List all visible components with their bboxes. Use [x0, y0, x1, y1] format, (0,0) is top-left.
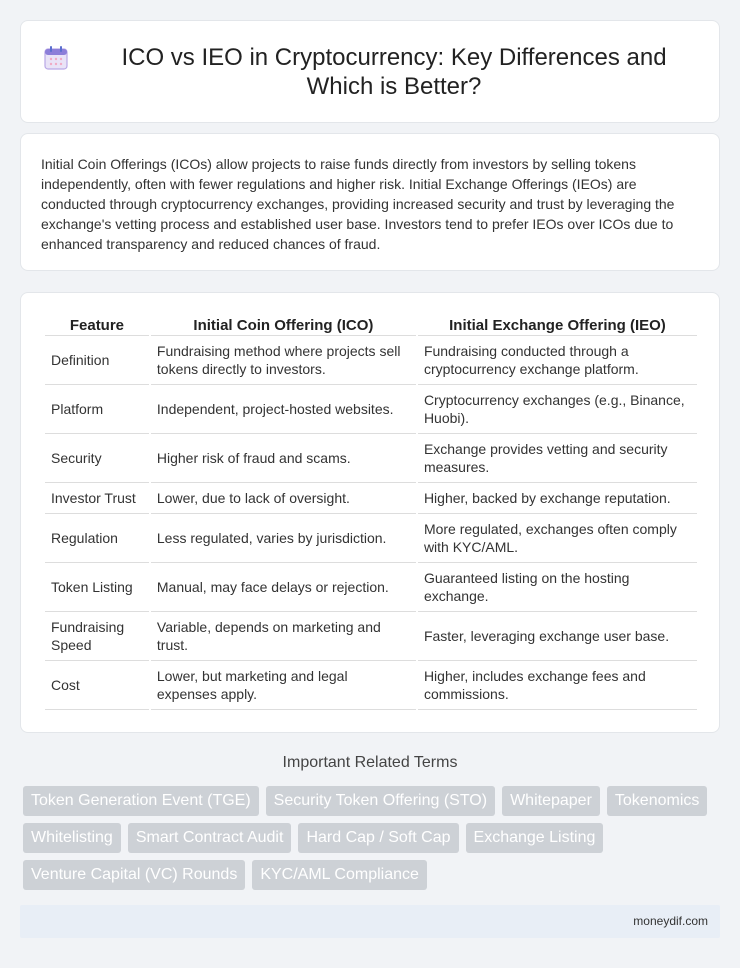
ieo-cell: More regulated, exchanges often comply with KYC/AML. — [418, 514, 697, 563]
ieo-cell: Guaranteed listing on the hosting exchange. — [418, 563, 697, 612]
feature-cell: Token Listing — [45, 563, 149, 612]
table-row — [45, 434, 697, 483]
ico-cell: Higher risk of fraud and scams. — [151, 434, 416, 483]
related-tag-whitepaper[interactable]: Whitepaper — [502, 786, 600, 816]
table-row — [45, 483, 697, 514]
intro-paragraph: Initial Coin Offerings (ICOs) allow projects to raise funds directly from investors by selling tokens independently, often with fewer regulations and higher risk. Initial Exchange Offerings (IEOs) are conducted through cryptocurrency exchanges, providing increased security and trust by leveraging the exchange's vetting process and established user base. Investors tend to prefer IEOs over ICOs due to enhanced transparency and reduced chances of fraud. — [41, 156, 675, 252]
table-row — [45, 661, 697, 710]
table-row — [45, 563, 697, 612]
ieo-cell: Cryptocurrency exchanges (e.g., Binance, Huobi). — [418, 385, 697, 434]
feature-cell: Security — [45, 434, 149, 483]
ico-cell: Lower, due to lack of oversight. — [151, 483, 416, 514]
footer-site-link[interactable]: moneydif.com — [633, 914, 708, 928]
header-feature: Feature — [45, 313, 149, 336]
table-header-row — [45, 313, 697, 336]
feature-cell: Regulation — [45, 514, 149, 563]
page-title: ICO vs IEO in Cryptocurrency: Key Differences and Which is Better? — [121, 43, 667, 100]
table-row — [45, 385, 697, 434]
related-tag-exchange-listing[interactable]: Exchange Listing — [466, 823, 604, 853]
table-row — [45, 612, 697, 661]
ico-cell: Manual, may face delays or rejection. — [151, 563, 416, 612]
feature-cell: Definition — [45, 336, 149, 385]
ieo-cell: Fundraising conducted through a cryptocurrency exchange platform. — [418, 336, 697, 385]
related-tag-smart-contract-audit[interactable]: Smart Contract Audit — [128, 823, 292, 853]
related-tag-kyc-aml[interactable]: KYC/AML Compliance — [252, 860, 427, 890]
intro-card — [20, 133, 720, 271]
ico-cell: Lower, but marketing and legal expenses apply. — [151, 661, 416, 710]
ieo-cell: Exchange provides vetting and security measures. — [418, 434, 697, 483]
table-row — [45, 336, 697, 385]
comparison-table — [43, 313, 699, 710]
header-ieo: Initial Exchange Offering (IEO) — [418, 313, 697, 336]
related-tag-whitelisting[interactable]: Whitelisting — [23, 823, 121, 853]
ieo-cell: Higher, backed by exchange reputation. — [418, 483, 697, 514]
related-tag-hard-soft-cap[interactable]: Hard Cap / Soft Cap — [298, 823, 458, 853]
ico-cell: Independent, project-hosted websites. — [151, 385, 416, 434]
title-card — [20, 20, 720, 123]
footer — [20, 905, 720, 938]
feature-cell: Platform — [45, 385, 149, 434]
ico-cell: Fundraising method where projects sell tokens directly to investors. — [151, 336, 416, 385]
table-row — [45, 514, 697, 563]
calendar-icon — [41, 43, 71, 73]
related-tag-tge[interactable]: Token Generation Event (TGE) — [23, 786, 259, 816]
related-tag-tokenomics[interactable]: Tokenomics — [607, 786, 707, 816]
ico-cell: Less regulated, varies by jurisdiction. — [151, 514, 416, 563]
related-tag-vc-rounds[interactable]: Venture Capital (VC) Rounds — [23, 860, 245, 890]
feature-cell: Cost — [45, 661, 149, 710]
header-ico: Initial Coin Offering (ICO) — [151, 313, 416, 336]
related-terms-tags — [23, 786, 723, 890]
ico-cell: Variable, depends on marketing and trust. — [151, 612, 416, 661]
ieo-cell: Faster, leveraging exchange user base. — [418, 612, 697, 661]
related-tag-sto[interactable]: Security Token Offering (STO) — [266, 786, 495, 816]
feature-cell: Fundraising Speed — [45, 612, 149, 661]
feature-cell: Investor Trust — [45, 483, 149, 514]
comparison-table-card — [20, 292, 720, 733]
ieo-cell: Higher, includes exchange fees and commissions. — [418, 661, 697, 710]
related-terms-heading: Important Related Terms — [282, 754, 458, 771]
